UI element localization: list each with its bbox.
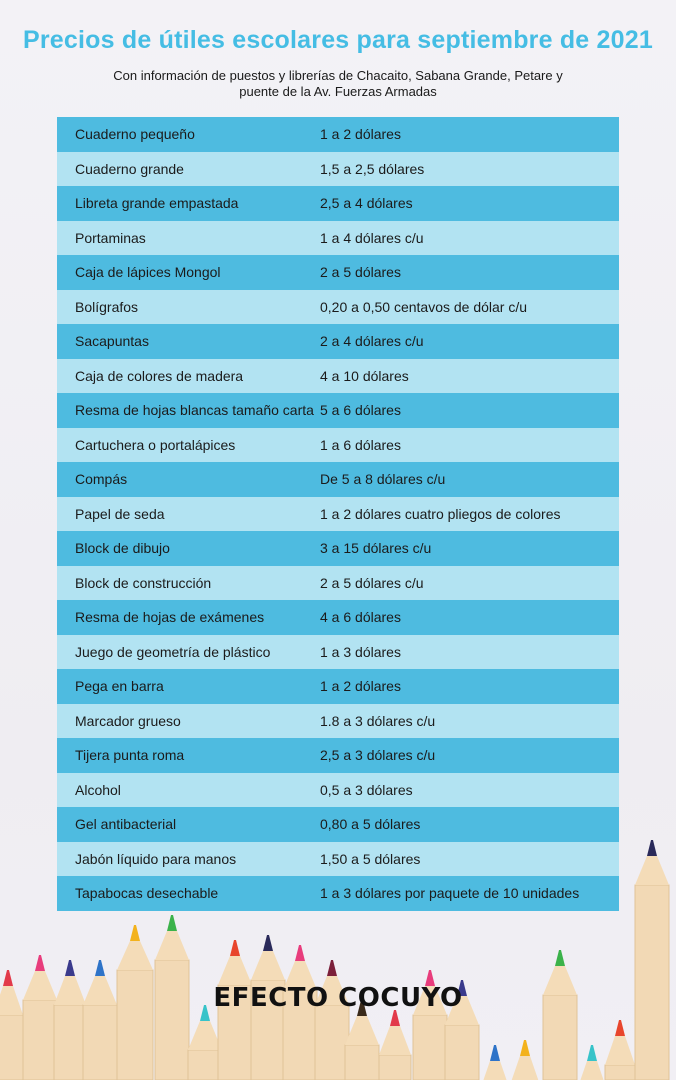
price-cell: 4 a 6 dólares: [320, 609, 401, 626]
page-title: Precios de útiles escolares para septiembre de 2021: [23, 26, 653, 54]
price-cell: 1 a 2 dólares cuatro pliegos de colores: [320, 505, 561, 522]
subtitle-line-2: puente de la Av. Fuerzas Armadas: [239, 84, 437, 99]
pencil: [188, 1005, 222, 1080]
price-cell: 1 a 3 dólares por paquete de 10 unidades: [320, 885, 580, 902]
item-cell: Compás: [75, 471, 128, 488]
table-row: [57, 117, 619, 152]
table-row: [57, 186, 619, 221]
table-row: [57, 704, 619, 739]
price-cell: 1 a 3 dólares: [320, 643, 401, 660]
price-cell: 2 a 5 dólares c/u: [320, 574, 424, 591]
pencil: [379, 1010, 411, 1080]
table-row: [57, 359, 619, 394]
item-cell: Gel antibacterial: [75, 816, 177, 833]
brand-logo: EFECTO COCUYO: [213, 983, 463, 1013]
item-cell: Block de dibujo: [75, 540, 170, 557]
item-cell: Cuaderno pequeño: [75, 126, 195, 143]
pencil: [543, 950, 577, 1080]
item-cell: Papel de seda: [75, 505, 165, 522]
item-cell: Juego de geometría de plástico: [75, 643, 271, 660]
pencil: [635, 840, 669, 1080]
table-row: [57, 255, 619, 290]
price-cell: 2,5 a 3 dólares c/u: [320, 747, 436, 764]
item-cell: Tijera punta roma: [75, 747, 185, 764]
price-cell: 1 a 6 dólares: [320, 436, 401, 453]
table-row: [57, 566, 619, 601]
price-cell: 1 a 2 dólares: [320, 678, 401, 695]
item-cell: Marcador grueso: [75, 712, 181, 729]
item-cell: Cartuchera o portalápices: [75, 436, 236, 453]
subtitle: [70, 68, 606, 100]
table-row: [57, 738, 619, 773]
pencil: [54, 960, 86, 1080]
table-row: [57, 152, 619, 187]
subtitle-line-1: Con información de puestos y librerías de Chacaito, Sabana Grande, Petare y: [113, 68, 563, 83]
table-row: [57, 669, 619, 704]
price-cell: 5 a 6 dólares: [320, 402, 401, 419]
price-table: [57, 117, 619, 911]
pencil: [510, 1040, 540, 1080]
table-row: [57, 393, 619, 428]
price-cell: 4 a 10 dólares: [320, 367, 409, 384]
price-cell: 2 a 4 dólares c/u: [320, 333, 424, 350]
price-cell: 1 a 4 dólares c/u: [320, 229, 424, 246]
pencil: [605, 1020, 635, 1080]
price-cell: 1.8 a 3 dólares c/u: [320, 712, 436, 729]
item-cell: Cuaderno grande: [75, 160, 184, 177]
item-cell: Sacapuntas: [75, 333, 149, 350]
item-cell: Caja de colores de madera: [75, 367, 244, 384]
item-cell: Resma de hojas de exámenes: [75, 609, 265, 626]
price-cell: 1,50 a 5 dólares: [320, 850, 421, 867]
pencil: [83, 960, 117, 1080]
item-cell: Portaminas: [75, 229, 146, 246]
price-cell: 2 a 5 dólares: [320, 264, 401, 281]
item-cell: Libreta grande empastada: [75, 195, 239, 212]
price-cell: 0,5 a 3 dólares: [320, 781, 413, 798]
pencil: [577, 1045, 607, 1080]
item-cell: Resma de hojas blancas tamaño carta: [75, 402, 314, 419]
table-row: [57, 290, 619, 325]
price-cell: 1 a 2 dólares: [320, 126, 401, 143]
table-row: [57, 773, 619, 808]
item-cell: Jabón líquido para manos: [75, 850, 237, 867]
table-row: [57, 600, 619, 635]
price-cell: 0,20 a 0,50 centavos de dólar c/u: [320, 298, 528, 315]
table-row: [57, 324, 619, 359]
price-cell: 0,80 a 5 dólares: [320, 816, 421, 833]
table-row: [57, 635, 619, 670]
table-row: [57, 221, 619, 256]
table-row: [57, 531, 619, 566]
table-row: [57, 497, 619, 532]
price-cell: 1,5 a 2,5 dólares: [320, 160, 425, 177]
table-row: [57, 462, 619, 497]
price-cell: 2,5 a 4 dólares: [320, 195, 413, 212]
price-cell: De 5 a 8 dólares c/u: [320, 471, 446, 488]
price-cell: 3 a 15 dólares c/u: [320, 540, 432, 557]
item-cell: Pega en barra: [75, 678, 164, 695]
item-cell: Caja de lápices Mongol: [75, 264, 221, 281]
pencil: [480, 1045, 510, 1080]
item-cell: Tapabocas desechable: [75, 885, 219, 902]
pencil: [23, 955, 57, 1080]
item-cell: Alcohol: [75, 781, 121, 798]
item-cell: Block de construcción: [75, 574, 212, 591]
item-cell: Bolígrafos: [75, 298, 139, 315]
table-row: [57, 428, 619, 463]
colored-pencils-illustration: [0, 820, 676, 1080]
pencil: [315, 960, 349, 1080]
